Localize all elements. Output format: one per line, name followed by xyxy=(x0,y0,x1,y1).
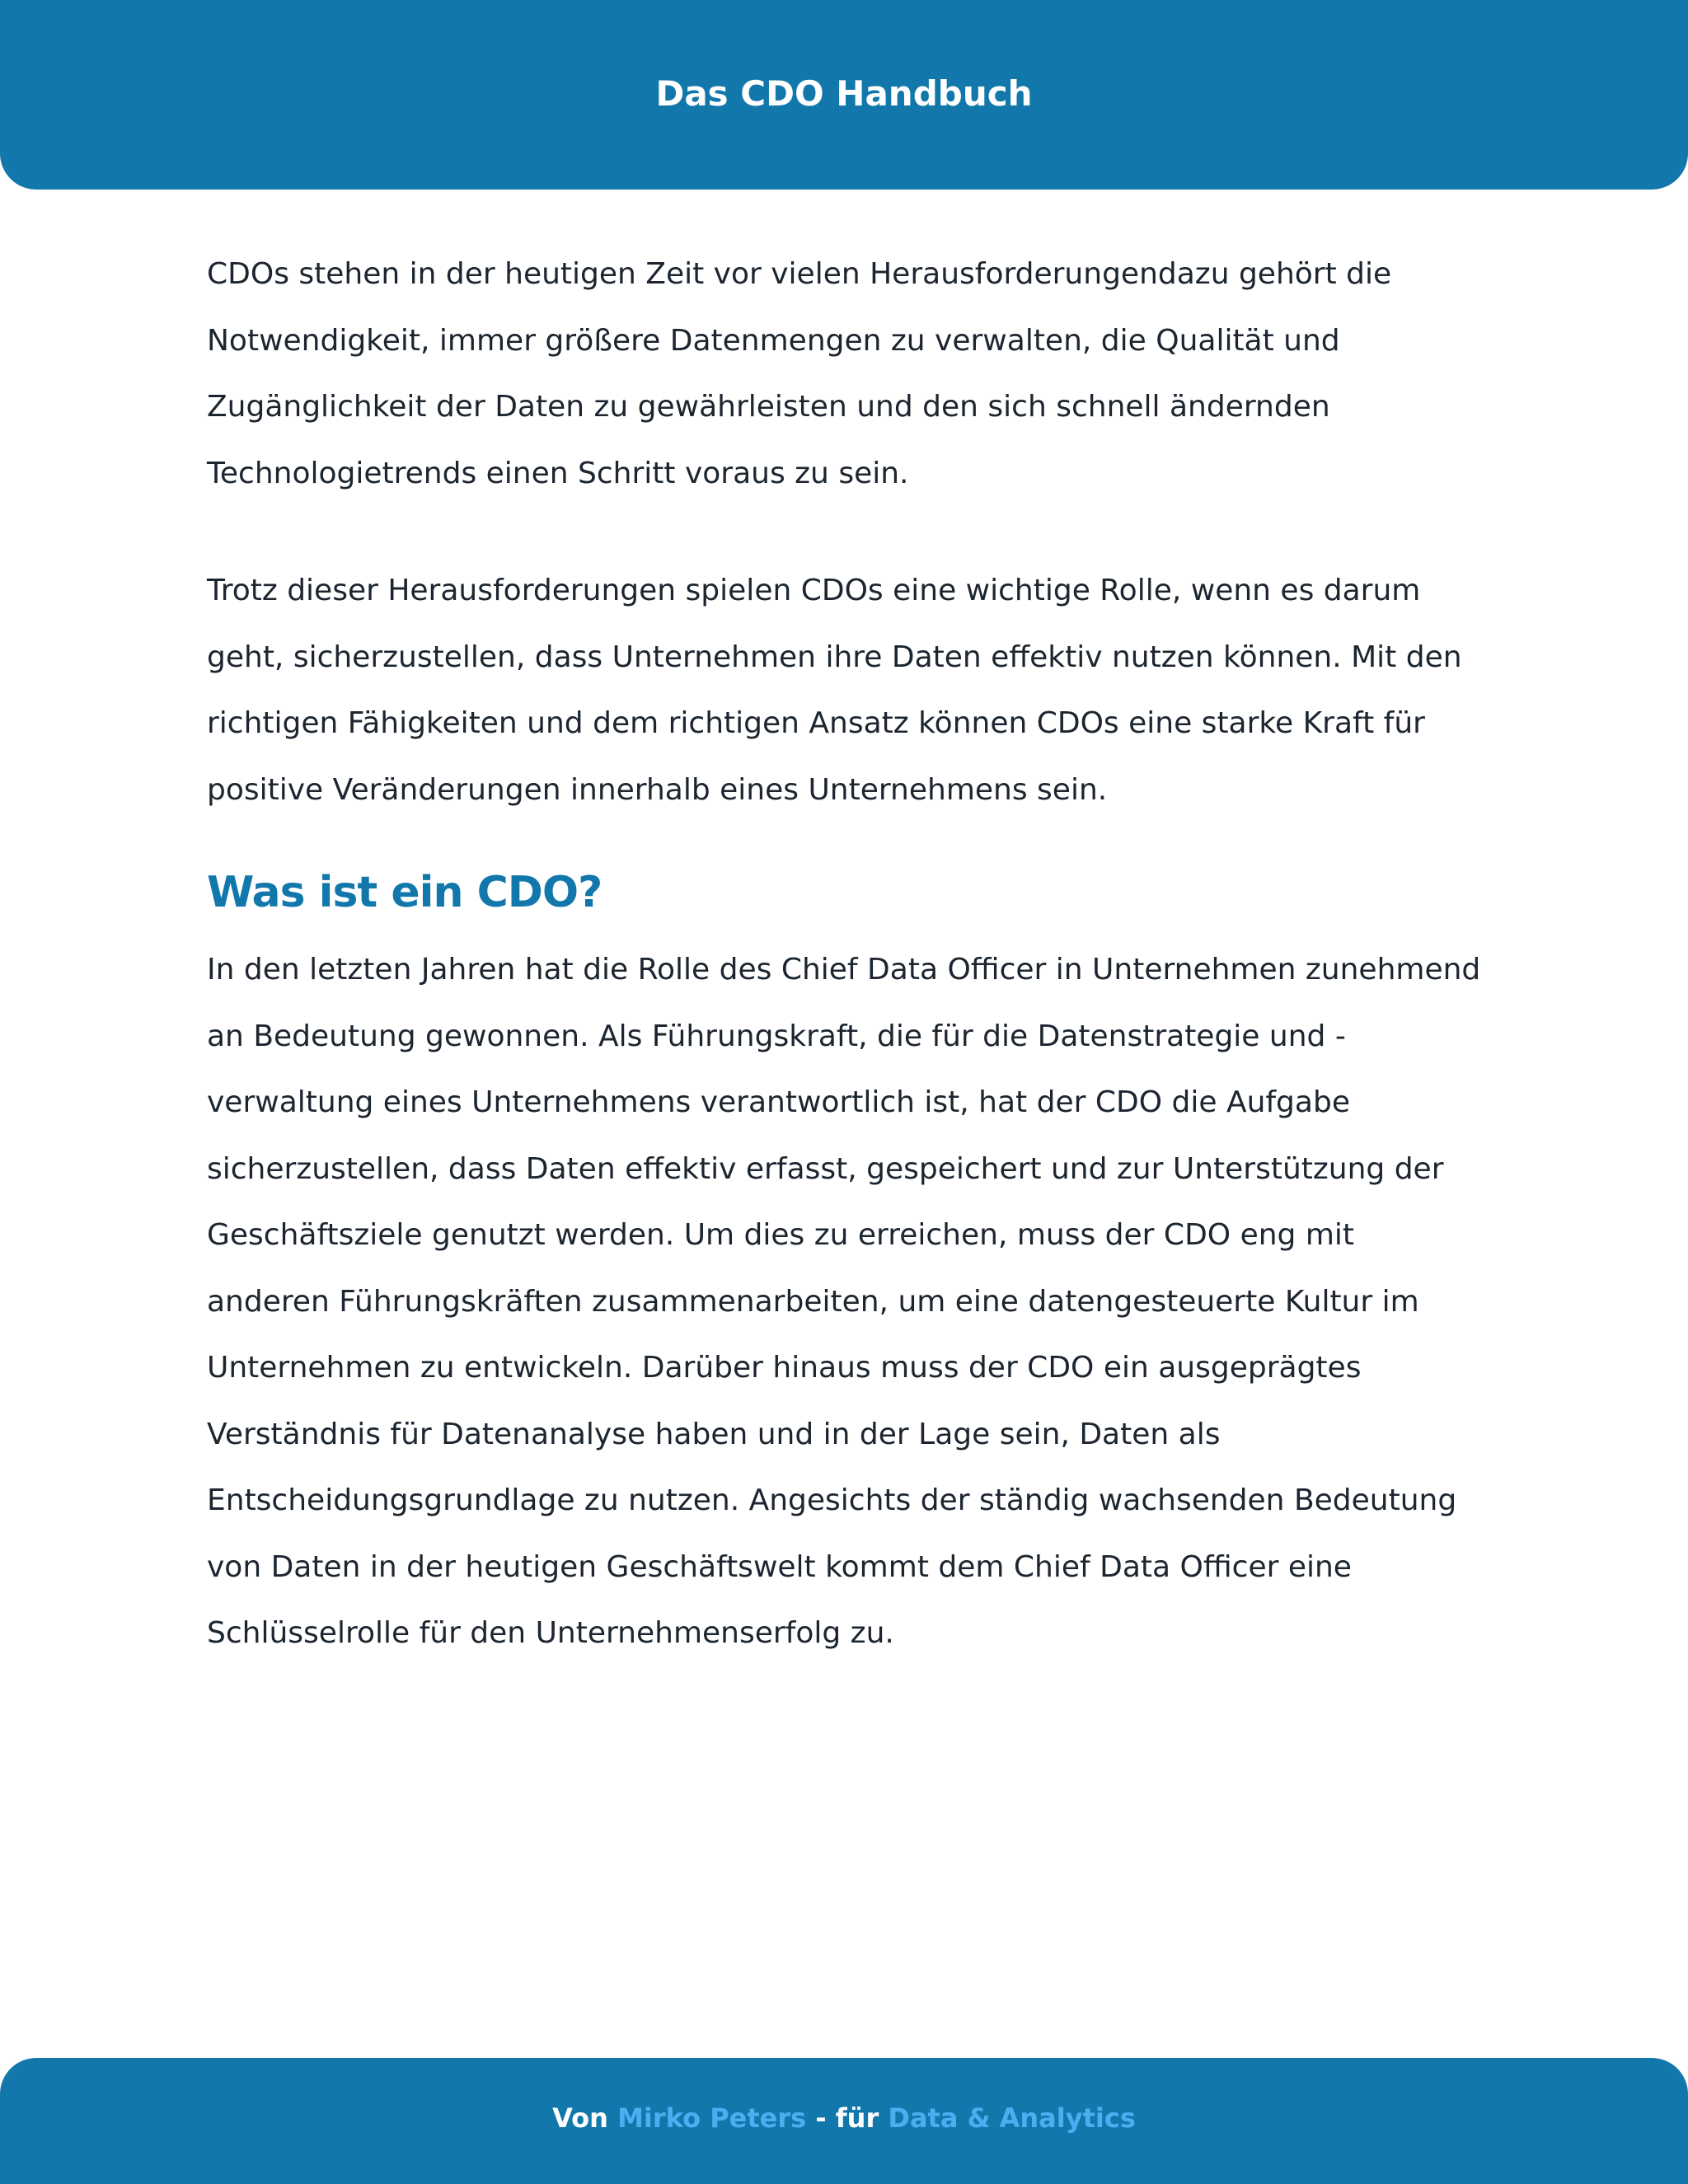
intro-paragraph-challenges: CDOs stehen in der heutigen Zeit vor vielen Herausforderungendazu gehört die Notwendigkeit, immer größere Datenmengen zu verwalten, die Qualität und Zugänglichkeit der Daten zu gewährleisten und den sich schnell ändernden Technologietrends einen Schritt voraus zu sein. xyxy=(207,257,1392,490)
section-paragraph: In den letzten Jahren hat die Rolle des Chief Data Officer in Unternehmen zunehmend an Bedeutung gewonnen. Als Führungskraft, die für die Datenstrategie und -verwaltung eines Unternehmens verantwortlich ist, hat der CDO die Aufgabe sicherzustellen, dass Daten effektiv erfasst, gespeichert und zur Unterstützung der Geschäftsziele genutzt werden. Um dies zu erreichen, muss der CDO eng mit anderen Führungskräften zusammenarbeiten, um eine datengesteuerte Kultur im Unternehmen zu entwickeln. Darüber hinaus muss der CDO ein ausgeprägtes Verständnis für Datenanalyse haben und in der Lage sein, Daten als Entscheidungsgrundlage zu nutzen. Angesichts der ständig wachsenden Bedeutung von Daten in der heutigen Geschäftswelt kommt dem Chief Data Officer eine Schlüsselrolle für den Unternehmenserfolg zu. xyxy=(207,953,1481,1650)
author-link[interactable]: Mirko Peters xyxy=(617,2102,807,2134)
footer-credit xyxy=(0,2097,1688,2139)
footer-middle: - für xyxy=(806,2102,889,2134)
footer-prefix: Von xyxy=(552,2102,618,2134)
page-header xyxy=(0,0,1688,190)
section-heading: Was ist ein CDO? xyxy=(207,868,603,917)
main-content xyxy=(207,241,1484,1667)
page-footer xyxy=(0,2058,1688,2184)
header-title: Das CDO Handbuch xyxy=(655,73,1033,114)
organization-link[interactable]: Data & Analytics xyxy=(888,2102,1136,2134)
intro-paragraph-role: Trotz dieser Herausforderungen spielen CDOs eine wichtige Rolle, wenn es darum geht, sicherzustellen, dass Unternehmen ihre Daten effektiv nutzen können. Mit den richtigen Fähigkeiten und dem richtigen Ansatz können CDOs eine starke Kraft für positive Veränderungen innerhalb eines Unternehmens sein. xyxy=(207,574,1462,807)
